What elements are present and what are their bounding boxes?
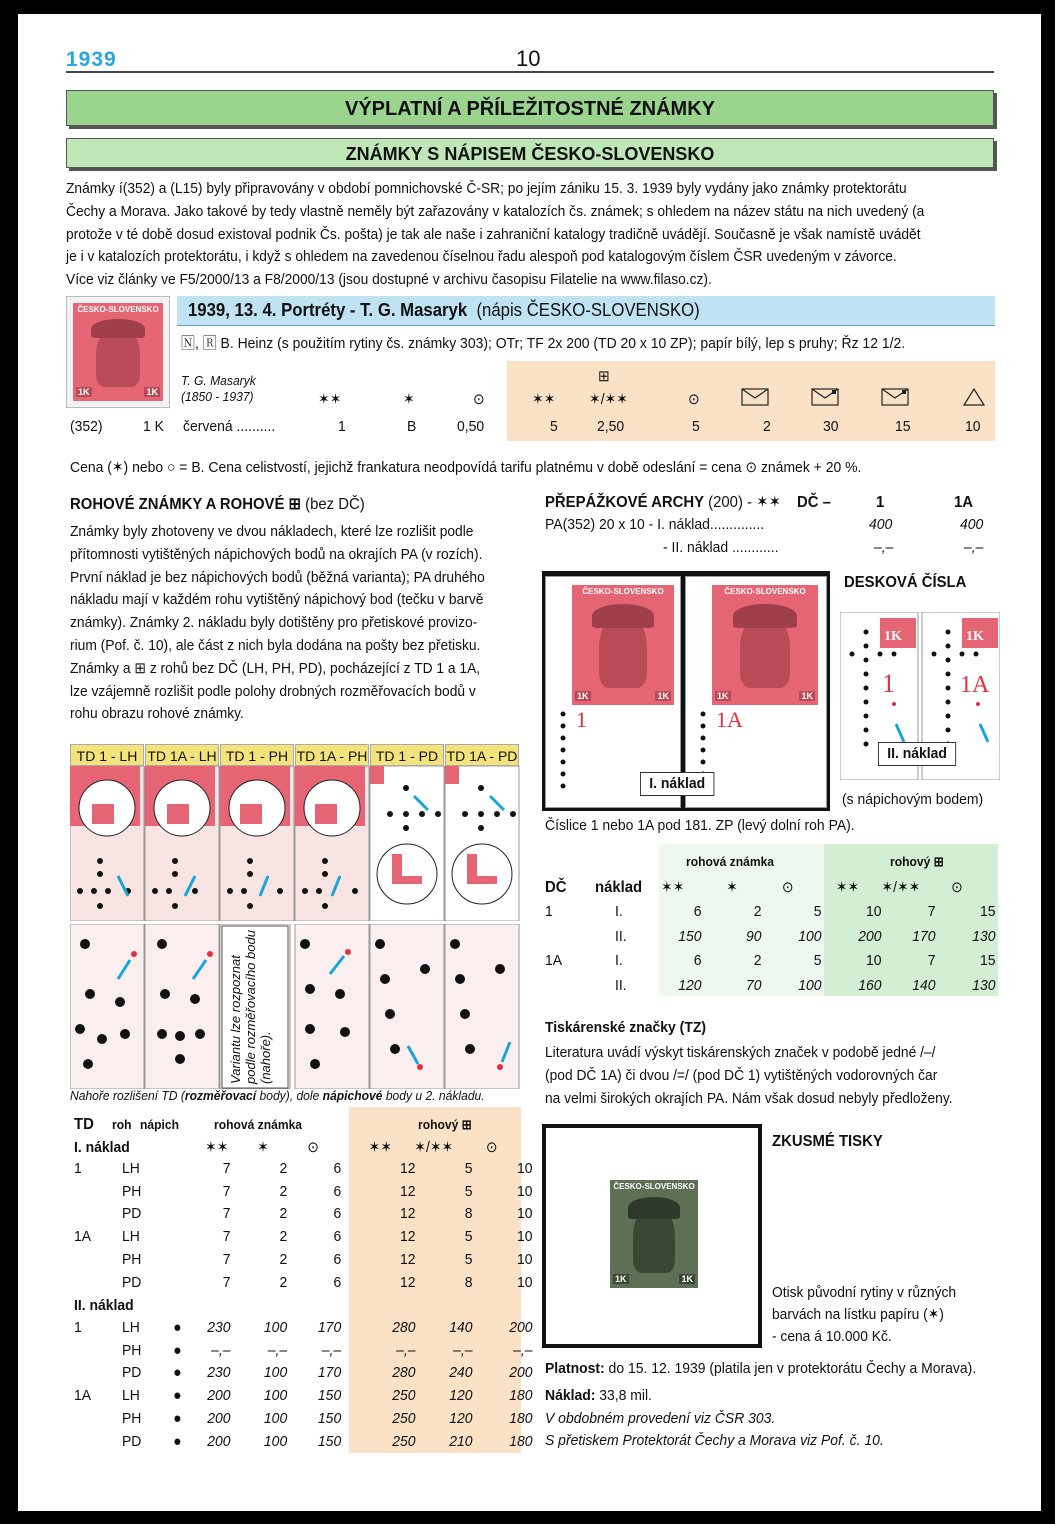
left-table-cell: 7 bbox=[222, 1250, 231, 1268]
left-table-cell: ● bbox=[173, 1409, 182, 1427]
left-table-cell: 280 bbox=[392, 1319, 416, 1336]
left-table-cell: 7 bbox=[222, 1160, 231, 1177]
left-table-cell: 5 bbox=[464, 1160, 473, 1177]
left-table-cell: LH bbox=[122, 1160, 140, 1177]
header-hinged: ✶ bbox=[403, 391, 415, 408]
note-1: V obdobném provedení viz ČSR 303. bbox=[545, 1410, 776, 1427]
left-table-cell: 12 bbox=[399, 1250, 416, 1268]
dc-table-cell: 10 bbox=[865, 903, 882, 920]
napich-note: (s nápichovým bodem) bbox=[842, 791, 984, 808]
table-head-napich: nápich bbox=[140, 1117, 179, 1132]
left-table-cell: 170 bbox=[317, 1364, 342, 1382]
dc-table-cell: 2 bbox=[753, 903, 762, 920]
section-subtitle: ZNÁMKY S NÁPISEM ČESKO-SLOVENSKO bbox=[66, 138, 994, 168]
price-cover-4: 10 bbox=[965, 418, 981, 435]
left-table-cell: 2 bbox=[279, 1250, 288, 1268]
dc-table-cell: 2 bbox=[753, 952, 762, 969]
left-table-cell: 180 bbox=[509, 1387, 533, 1405]
left-table-cell: 5 bbox=[464, 1182, 473, 1200]
sheet-corner-ii: ČESKO-SLOVENSKO 1K 1K 1A bbox=[685, 576, 827, 808]
left-table-cell: 100 bbox=[263, 1409, 288, 1427]
face-value: 1 K bbox=[143, 418, 164, 435]
left-table-cell: 120 bbox=[449, 1409, 473, 1427]
price-used: 0,50 bbox=[457, 418, 485, 435]
header-used: ⊙ bbox=[473, 391, 485, 408]
left-table-cell: 1A bbox=[74, 1228, 92, 1246]
left-table-cell: 150 bbox=[317, 1409, 342, 1427]
dc-table-cell: 70 bbox=[745, 976, 762, 994]
header-mint: ✶✶ bbox=[318, 391, 342, 408]
left-table-cell: PD bbox=[122, 1432, 142, 1450]
left-table-cell: 7 bbox=[222, 1228, 231, 1246]
left-table-cell: 230 bbox=[207, 1364, 231, 1382]
catalog-number: (352) bbox=[70, 418, 103, 435]
left-table-cell: PH bbox=[122, 1250, 142, 1268]
left-table-cell: 150 bbox=[317, 1387, 342, 1405]
table-head-rohovy: rohový ⊞ bbox=[418, 1117, 472, 1132]
prep-row-2-val2: –,– bbox=[964, 539, 984, 556]
td-detail-photos bbox=[70, 766, 520, 921]
td-label: TD 1A - PD bbox=[445, 744, 519, 766]
left-table-cell: 170 bbox=[317, 1319, 342, 1336]
left-table-cell: 180 bbox=[509, 1432, 533, 1450]
table-head-rohova: rohová známka bbox=[214, 1117, 303, 1132]
dc-table-cell: 100 bbox=[798, 927, 822, 945]
price-block-mint: 5 bbox=[550, 418, 558, 435]
catalog-page: 1939 10 VÝPLATNÍ A PŘÍLEŽITOSTNÉ ZNÁMKY ZNÁMKY S NÁPISEM ČESKO-SLOVENSKO Známky í(352) a (L15) byly připravovány v období pomnichovské Č-SR; po jejím zániku 15. 3. 1939 byly vydány jako známky protektorátu Čechy a Morava. Jako takové by tedy vlastně neměly být zařazovány v katalozích čs. známek; s ohledem na název státu na nich uvedený (a protože v té době dosud existoval podnik Čs. pošta) je tak ale naše i zahraniční katalogy tradičně uvádějí. Současně je však namístě uvádět je i v katalozích protektorátu, i když s ohledem na zavedenou číselnou řadu alespoň pod katalogovým číslem ČSR uvedeným v závorce. Více viz články ve F5/2000/13 a F8/2000/13 (jsou dostupné v archivu časopisu Filatelie na www.filaso.cz). ČESKO-SLOVENSKO 1K 1K 1939, 13. 4. Portréty - T. G. Masaryk (nápis ČESKO-SLOVENSKO) 🄽, 🅁 B. Heinz (s použitím rytiny čs. známky 303); OTr; TF 2x 200 (TD 20 x 10 ZP); papír bílý, lep s pruhy; Řz 12 1/2. T. G. Masaryk (1850 - 1937) ✶✶ ✶ ⊙ ⊞ ✶✶ ✶/✶✶ ⊙ (352) 1 K červená .......... 1 B 0,50 5 2,50 5 2 30 15 10 Cena (✶) nebo ○ = B. Cena celistvostí, jejichž frankatura neodpovídá tarifu platnému v době odeslání = cena ⊙ známek + 20 %. ROHOVÉ ZNÁMKY A ROHOVÉ ⊞ (bez DČ) Známky byly zhotoveny ve dvou nákladech, které lze rozlišit podle přítomnosti vytištěných nápichových bodů na okrajích PA (v rozích). První náklad je bez nápichových bodů (běžná varianta); PA druhého nákladu mají v každém rohu vytištěný nápichový bod (tečku v barvě známky). Známky 2. nákladu byly dotištěny pro přetiskové provizo- rium (Pof. č. 10), ale část z nich byla dodána na pošty bez přetisku. Známky a ⊞ z rohů bez DČ (LH, PH, PD), pocházející z TD 1 a 1A, lze vzájemně rozlišit podle polohy drobných rozměřovacích bodů v rohu obrazu rohové známky. TD 1 - LH TD 1A - LH TD 1 - PH TD 1A - PH TD 1 - PD TD 1A - PD Variantu lze rozpoznat podle rozměřovacího bodu (nahoře). Nahoře rozlišení TD (rozměřovací body), dole nápichové body u 2. nákladu. TD roh nápich rohová známka rohový ⊞ I. náklad ✶✶ ✶ ⊙ ✶✶ ✶/✶✶ ⊙ 1 LH 7 2 6 12 5 10 PH 7 2 6 12 5 10 PD 7 2 6 12 8 10 1A LH 7 2 6 12 5 10 PH 7 2 6 12 5 10 PD 7 2 6 12 8 10 II. náklad 1 LH ● 230 100 170 280 140 200 PH ● –,– –,– –,– –,– –,– –,– PD ● 230 100 170 280 240 200 1A LH ● 200 100 150 250 120 180 PH ● 200 100 150 250 120 180 PD ● 200 100 150 250 210 180 PŘEPÁŽKOVÉ ARCHY (200) - ✶✶ DČ – 1 1A PA(352) 20 x 10 - I. náklad.............. 400 400 - II. náklad ............ –,– –,– ČESKO-SLOVENSKO 1K 1K 1 ČESKO-SLOVENSKO 1K 1K 1A I. náklad DESKOVÁ ČÍSLA 1K 1K 1 1A II. náklad (s nápichovým bodem) Číslice 1 nebo 1A pod 181. ZP (levý dolní roh PA). rohová známka rohový ⊞ DČ náklad ✶✶ ✶ ⊙ ✶✶ ✶/✶✶ ⊙ 1 I. 6 2 5 10 7 15 II. 150 90 100 200 170 130 1A I. 6 2 5 10 7 15 II. 120 70 100 160 140 130 Tiskárenské značky (TZ) Literatura uvádí výskyt tiskárenských značek v podobě jedné /–/ (pod DČ 1A) či dvou /=/ (pod DČ 1) vytištěných vodorovných čar na velmi širokých okrajích PA. Nám však dosud nebyly předloženy. ČESKO-SLOVENSKO 1K 1K ZKUSMÉ TISKY Otisk původní rytiny v různých barvách na lístku papíru (✶) - cena á 10.000 Kč. Platnost: do 15. 12. 1939 (platila jen v protektorátu Čechy a Morava). Náklad: 33,8 mil. V obdobném provedení viz ČSR 303. S přetiskem Protektorát Čechy a Morava viz Pof. č. 10. bbox=[18, 14, 1041, 1511]
dc-head-dc: DČ bbox=[545, 879, 567, 896]
left-table-cell: ● bbox=[173, 1341, 182, 1359]
svg-text:1K: 1K bbox=[966, 629, 984, 644]
dc-table-cell: 200 bbox=[858, 927, 882, 945]
cover-icons bbox=[740, 386, 1000, 408]
left-table-cell: PH bbox=[122, 1341, 142, 1359]
header-block-mint: ✶✶ bbox=[532, 391, 556, 408]
left-table-cell: ● bbox=[173, 1387, 182, 1405]
dc-table-cell: 140 bbox=[912, 976, 936, 994]
left-table-cell: –,– bbox=[211, 1341, 231, 1359]
dc-table-cell: 170 bbox=[912, 927, 936, 945]
dc-table-cell: 5 bbox=[813, 903, 822, 920]
deskova-cisla-heading: DESKOVÁ ČÍSLA bbox=[844, 574, 967, 591]
left-table-cell: 6 bbox=[333, 1160, 342, 1177]
dc-table-cell: 90 bbox=[745, 927, 762, 945]
left-table-cell: –,– bbox=[321, 1341, 342, 1359]
left-table-cell: 1 bbox=[74, 1319, 82, 1336]
left-table-cell: 12 bbox=[399, 1273, 416, 1291]
svg-text:1K: 1K bbox=[884, 629, 902, 644]
masaryk-stamp-image: ČESKO-SLOVENSKO 1K 1K bbox=[66, 296, 170, 408]
left-table-cell: 12 bbox=[399, 1160, 416, 1177]
dc-table-cell: 7 bbox=[927, 903, 936, 920]
price-cover-2: 30 bbox=[823, 418, 839, 435]
left-table-cell: 7 bbox=[222, 1205, 231, 1223]
prep-archy-heading: PŘEPÁŽKOVÉ ARCHY (200) - ✶✶ bbox=[545, 494, 782, 511]
price-block-used: 5 bbox=[692, 418, 700, 435]
dc-table-cell: 15 bbox=[979, 903, 996, 920]
header-rule bbox=[66, 71, 994, 73]
dc-table-cell: 120 bbox=[678, 976, 702, 994]
left-table-cell: 200 bbox=[207, 1387, 231, 1405]
td-label: TD 1 - PH bbox=[220, 744, 294, 766]
year-label: 1939 bbox=[66, 48, 117, 71]
left-table-cell: 7 bbox=[222, 1273, 231, 1291]
left-table-cell: 1A bbox=[74, 1387, 92, 1405]
td-label: TD 1A - PH bbox=[295, 744, 369, 766]
note-2: S přetiskem Protektorát Čechy a Morava viz Pof. č. 10. bbox=[545, 1432, 884, 1449]
dc-table-cell: I. bbox=[615, 903, 623, 920]
left-table-cell: 120 bbox=[449, 1387, 473, 1405]
left-table-cell: PH bbox=[122, 1182, 142, 1200]
dc-table-cell: I. bbox=[615, 952, 623, 969]
prep-row-1-val2: 400 bbox=[960, 516, 984, 533]
prep-dc: DČ – bbox=[797, 494, 831, 511]
price-block-mh: 2,50 bbox=[597, 418, 625, 435]
left-table-cell: PD bbox=[122, 1205, 142, 1223]
left-table-cell: 5 bbox=[464, 1250, 473, 1268]
block-symbol: ⊞ bbox=[598, 368, 610, 385]
naklad-2-label: II. náklad bbox=[74, 1297, 134, 1314]
price-hinged: B bbox=[407, 418, 417, 435]
naklad-box-i: I. náklad bbox=[640, 772, 714, 796]
left-table-cell: ● bbox=[173, 1364, 182, 1382]
left-table-cell: 140 bbox=[449, 1319, 473, 1336]
intro-line: je i v katalozích protektorátu, i když s ohledem na zavedenou číselnou řadu alespoň pod katalogovým číslem ČSR uvedeným v závorce. bbox=[66, 248, 897, 266]
price-cover-3: 15 bbox=[895, 418, 911, 435]
dc-head-rohova: rohová známka bbox=[686, 854, 775, 869]
left-table-cell: 10 bbox=[516, 1205, 533, 1223]
left-table-cell: ● bbox=[173, 1319, 182, 1336]
dc-table-cell: 130 bbox=[972, 976, 996, 994]
left-table-cell: 210 bbox=[449, 1432, 473, 1450]
dc-table-cell: 1 bbox=[545, 903, 553, 920]
stamp-color: červená .......... bbox=[183, 418, 276, 435]
price-cover-1: 2 bbox=[763, 418, 771, 435]
prep-row-2: - II. náklad ............ bbox=[663, 539, 779, 556]
prep-col-1: 1 bbox=[876, 494, 885, 511]
left-table-cell: 10 bbox=[516, 1182, 533, 1200]
tz-paragraph: Literatura uvádí výskyt tiskárenských značek v podobě jedné /–/ (pod DČ 1A) či dvou /=/ (pod DČ 1) vytištěných vodorovných čar na velmi širokých okrajích PA. Nám však dosud nebyly předloženy. bbox=[545, 1044, 953, 1107]
corner-stamps-heading: ROHOVÉ ZNÁMKY A ROHOVÉ ⊞ (bez DČ) bbox=[70, 496, 365, 513]
prep-col-1a: 1A bbox=[954, 494, 974, 511]
left-table-cell: 10 bbox=[516, 1250, 533, 1268]
dc-head-rohovy: rohový ⊞ bbox=[890, 854, 944, 869]
vertical-note: Variantu lze rozpoznat podle rozměřovacího bodu (nahoře). bbox=[228, 930, 273, 1084]
left-table-cell: 5 bbox=[464, 1228, 473, 1246]
dc-table-cell: 5 bbox=[813, 952, 822, 969]
issue-title: 1939, 13. 4. Portréty - T. G. Masaryk (nápis ČESKO-SLOVENSKO) bbox=[188, 300, 700, 320]
dc-table-cell: II. bbox=[615, 927, 627, 945]
left-table-cell: 280 bbox=[392, 1364, 416, 1382]
dc-table-cell: 15 bbox=[979, 952, 996, 969]
left-table-cell: 200 bbox=[509, 1319, 533, 1336]
dc-table-cell: 160 bbox=[858, 976, 882, 994]
left-table-cell: 200 bbox=[509, 1364, 533, 1382]
left-table-cell: 6 bbox=[333, 1182, 342, 1200]
stamp-caption: T. G. Masaryk (1850 - 1937) bbox=[181, 373, 256, 404]
left-table-cell: 100 bbox=[263, 1319, 288, 1336]
dc-table-cell: 1A bbox=[545, 952, 563, 969]
dc-table-cell: 100 bbox=[798, 976, 822, 994]
section-title: VÝPLATNÍ A PŘÍLEŽITOSTNÉ ZNÁMKY bbox=[66, 90, 994, 126]
intro-line: Známky í(352) a (L15) byly připravovány v období pomnichovské Č-SR; po jejím zániku 15. 3. 1939 byly vydány jako známky protektorátu bbox=[66, 180, 907, 197]
left-table-cell: 240 bbox=[449, 1364, 473, 1382]
plate-caption: Číslice 1 nebo 1A pod 181. ZP (levý dolní roh PA). bbox=[545, 817, 855, 834]
left-table-cell: 6 bbox=[333, 1273, 342, 1291]
page-number: 10 bbox=[516, 46, 541, 71]
left-table-cell: 2 bbox=[279, 1273, 288, 1291]
left-table-cell: PD bbox=[122, 1273, 142, 1291]
left-table-cell: 230 bbox=[207, 1319, 231, 1336]
left-table-cell: 100 bbox=[263, 1387, 288, 1405]
left-table-cell: LH bbox=[122, 1228, 140, 1246]
left-table-cell: 6 bbox=[333, 1250, 342, 1268]
left-table-cell: –,– bbox=[396, 1341, 416, 1359]
left-table-cell: 6 bbox=[333, 1228, 342, 1246]
left-table-cell: 250 bbox=[392, 1387, 416, 1405]
dc-table-cell: 150 bbox=[678, 927, 702, 945]
td-label: TD 1 - LH bbox=[70, 744, 144, 766]
left-table-cell: 180 bbox=[509, 1409, 533, 1427]
photo-caption: Nahoře rozlišení TD (rozměřovací body), dole nápichové body u 2. nákladu. bbox=[70, 1088, 485, 1103]
left-table-cell: 10 bbox=[516, 1228, 533, 1246]
header-block-mh: ✶/✶✶ bbox=[589, 391, 628, 408]
left-table-cell: 1 bbox=[74, 1160, 82, 1177]
left-table-cell: 12 bbox=[399, 1228, 416, 1246]
print-run: Náklad: 33,8 mil. bbox=[545, 1387, 652, 1404]
left-table-cell: ● bbox=[173, 1432, 182, 1450]
intro-line: protože v té době dosud existoval podnik Čs. pošta) je tak ale naše i zahraniční katalogy tradičně uvádějí. Současně je však namístě uvádět bbox=[66, 225, 921, 243]
dc-table-cell: 6 bbox=[693, 952, 702, 969]
left-table-cell: 8 bbox=[464, 1273, 473, 1291]
left-table-cell: PH bbox=[122, 1409, 142, 1427]
plate-number-1: 1 bbox=[882, 669, 895, 698]
left-table-cell: 2 bbox=[279, 1182, 288, 1200]
proof-heading: ZKUSMÉ TISKY bbox=[772, 1133, 883, 1150]
left-table-cell: PD bbox=[122, 1364, 142, 1382]
left-table-cell: 2 bbox=[279, 1205, 288, 1223]
validity: Platnost: do 15. 12. 1939 (platila jen v protektorátu Čechy a Morava). bbox=[545, 1360, 977, 1377]
prep-row-2-val1: –,– bbox=[874, 539, 894, 556]
plate-number-1a: 1A bbox=[960, 672, 990, 698]
prep-row-1-val1: 400 bbox=[869, 516, 893, 533]
left-table-cell: 7 bbox=[222, 1182, 231, 1200]
pinhole-photos bbox=[70, 924, 520, 1089]
dc-table-cell: II. bbox=[615, 976, 627, 994]
proof-card: ČESKO-SLOVENSKO 1K 1K bbox=[546, 1128, 758, 1344]
left-table-cell: 200 bbox=[207, 1409, 231, 1427]
left-table-cell: 10 bbox=[516, 1273, 533, 1291]
dc-table-cell: 130 bbox=[972, 927, 996, 945]
dc-table-cell: 7 bbox=[927, 952, 936, 969]
left-table-cell: 200 bbox=[207, 1432, 231, 1450]
price-note: Cena (✶) nebo ○ = B. Cena celistvostí, jejichž frankatura neodpovídá tarifu platnému v době odeslání = cena ⊙ známek + 20 %. bbox=[70, 459, 862, 476]
table-head-td: TD bbox=[74, 1116, 94, 1133]
naklad-box-ii: II. náklad bbox=[878, 742, 956, 766]
proof-text: Otisk původní rytiny v různých barvách na lístku papíru (✶) - cena á 10.000 Kč. bbox=[772, 1284, 957, 1345]
left-table-cell: 6 bbox=[333, 1205, 342, 1223]
td-label: TD 1 - PD bbox=[370, 744, 444, 766]
intro-line: Čechy a Morava. Jako takové by tedy vlastně neměly být zařazovány v katalozích čs. známek; s ohledem na název státu na nich uvedený (a bbox=[66, 202, 925, 220]
issue-description: 🄽, 🅁 B. Heinz (s použitím rytiny čs. známky 303); OTr; TF 2x 200 (TD 20 x 10 ZP); papír bílý, lep s pruhy; Řz 12 1/2. bbox=[181, 335, 906, 352]
corner-stamps-paragraph: Známky byly zhotoveny ve dvou nákladech, které lze rozlišit podle přítomnosti vytištěných nápichových bodů na okrajích PA (v rozích). První náklad je bez nápichových bodů (běžná varianta); PA druhého nákladu mají v každém rohu vytištěný nápichový bod (tečku v barvě známky). Známky 2. nákladu byly dotištěny pro přetiskové provizo- rium (Pof. č. 10), ale část z nich byla dodána na pošty bez přetisku. Známky a ⊞ z rohů bez DČ (LH, PH, PD), pocházející z TD 1 a 1A, lze vzájemně rozlišit podle polohy drobných rozměřovacích bodů v rohu obrazu rohové známky. bbox=[70, 523, 485, 723]
sheet-corner-i: ČESKO-SLOVENSKO 1K 1K 1 bbox=[545, 576, 681, 808]
left-table-cell: LH bbox=[122, 1319, 140, 1336]
left-table-cell: –,– bbox=[267, 1341, 288, 1359]
left-table-cell: –,– bbox=[513, 1341, 533, 1359]
left-table-cell: 100 bbox=[263, 1432, 288, 1450]
left-table-cell: 2 bbox=[279, 1228, 288, 1246]
td-label: TD 1A - LH bbox=[145, 744, 219, 766]
table-head-roh: roh bbox=[112, 1117, 132, 1132]
left-table-cell: 250 bbox=[392, 1432, 416, 1450]
left-table-cell: 150 bbox=[317, 1432, 342, 1450]
left-table-cell: 10 bbox=[516, 1160, 533, 1177]
left-table-cell: 250 bbox=[392, 1409, 416, 1427]
header-block-used: ⊙ bbox=[688, 391, 700, 408]
left-table-cell: LH bbox=[122, 1387, 140, 1405]
left-table-cell: 2 bbox=[279, 1160, 288, 1177]
tz-heading: Tiskárenské značky (TZ) bbox=[545, 1019, 707, 1036]
dc-head-naklad: náklad bbox=[595, 879, 643, 896]
left-table-cell: –,– bbox=[453, 1341, 473, 1359]
left-table-cell: 12 bbox=[399, 1182, 416, 1200]
intro-paragraph bbox=[66, 178, 924, 292]
left-table-cell: 8 bbox=[464, 1205, 473, 1223]
intro-line: Více viz články ve F5/2000/13 a F8/2000/13 (jsou dostupné v archivu časopisu Filatelie na www.filaso.cz). bbox=[66, 271, 712, 289]
dc-table-cell: 6 bbox=[693, 903, 702, 920]
dc-table-cell: 10 bbox=[865, 952, 882, 969]
prep-row-1: PA(352) 20 x 10 - I. náklad.............. bbox=[545, 516, 765, 533]
price-mint: 1 bbox=[338, 418, 346, 435]
naklad-1-label: I. náklad bbox=[74, 1139, 130, 1156]
left-table-cell: 12 bbox=[399, 1205, 416, 1223]
left-table-cell: 100 bbox=[263, 1364, 288, 1382]
